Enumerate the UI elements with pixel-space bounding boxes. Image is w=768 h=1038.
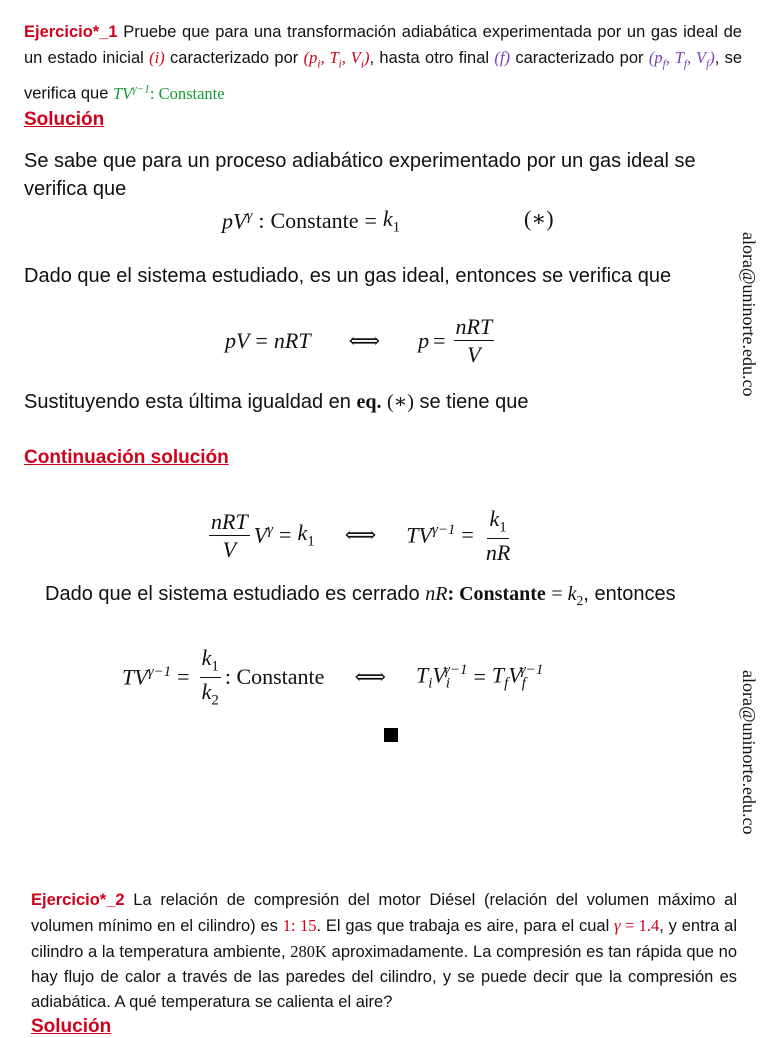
exercise-2-solution-heading-cut: Solución xyxy=(31,1016,112,1037)
ambient-temperature: 280K xyxy=(290,942,327,961)
exercise-2-text-1: La relación de compresión del motor Diésel (relación del volumen máximo al volumen mínimo en el cilindro) es xyxy=(31,891,737,935)
equation-substitution: $\frac{\text{nRT}}{V}$ $V^\gamma$ = $k_1$ ⟺ $TV^{\gamma-1}$ = $\frac{k_1}{nR}$ xyxy=(211,506,511,565)
exercise-1-label: Ejercicio*_1 xyxy=(24,23,118,41)
exercise-1-text: Pruebe que para una transformación adiabática experimentada por un gas ideal de un estado inicial xyxy=(24,23,742,67)
gamma-value: γ = 1.4 xyxy=(614,916,660,935)
author-email-bottom: alora@uninorte.edu.co xyxy=(739,670,759,835)
equation-adiabatic: $pV^\gamma$ : Constante = $k_1$ xyxy=(222,206,401,236)
state-f-label: (f) xyxy=(494,48,510,67)
continuation-heading: Continuación solución xyxy=(24,447,229,468)
exercise-1-text-4: caracterizado por xyxy=(515,49,644,67)
exercise-2-text-3: , y entra al cilindro a la temperatura ambiente, xyxy=(31,917,737,961)
exercise-1-statement xyxy=(24,20,742,107)
exercise-1-text-3: , hasta otro final xyxy=(369,49,490,67)
initial-state-tuple: ($p_i$, $T_i$, $V_i$) xyxy=(303,48,370,71)
solution-heading: Solución xyxy=(24,109,105,130)
exercise-2-text-4: aproximadamente. La compresión es tan rápida que no hay flujo de calor a través de las paredes del cilindro, y se puede decir que la compresión es adiabática. A qué temperatura se calienta el aire? xyxy=(31,943,738,1011)
exercise-1-text-5: , se verifica que xyxy=(24,49,743,103)
author-email-top: alora@uninorte.edu.co xyxy=(739,232,759,397)
final-state-tuple: ($p_f$, $T_f$, $V_f$) xyxy=(648,48,715,71)
equation-ideal-gas: pV = nRT ⟺ p = $\frac{\text{nRT}}{V}$ xyxy=(225,314,493,368)
solution-text-1: Se sabe que para un proceso adiabático experimentado por un gas ideal se verifica que xyxy=(24,150,696,200)
exercise-2-statement xyxy=(31,888,737,1015)
solution-text-4: Dado que el sistema estudiado es cerrado nR: Constante = $k_2$, entonces xyxy=(45,583,676,608)
solution-text-3: Sustituyendo esta última igualdad en eq. (∗) se tiene que xyxy=(24,391,529,413)
exercise-2-label: Ejercicio*_2 xyxy=(31,891,125,909)
equation-tag: (∗) xyxy=(524,206,554,231)
exercise-2-text-2: . El gas que trabaja es aire, para el cual xyxy=(316,917,610,935)
solution-text-2: Dado que el sistema estudiado, es un gas ideal, entonces se verifica que xyxy=(24,265,672,287)
compression-ratio: 1: 15 xyxy=(282,916,317,935)
exercise-1-result: $TV^{\gamma-1}$: Constante xyxy=(112,83,225,103)
exercise-1-text-2: caracterizado por xyxy=(170,49,299,67)
qed-square xyxy=(384,728,398,742)
state-i-label: (i) xyxy=(149,48,165,67)
equation-final: $TV^{\gamma-1}$ = $\frac{k_1}{k_2}$ : Constante ⟺ $T_iV_i^{\gamma-1}$ = $T_fV_f^{\gamma-1}$ xyxy=(122,645,544,708)
